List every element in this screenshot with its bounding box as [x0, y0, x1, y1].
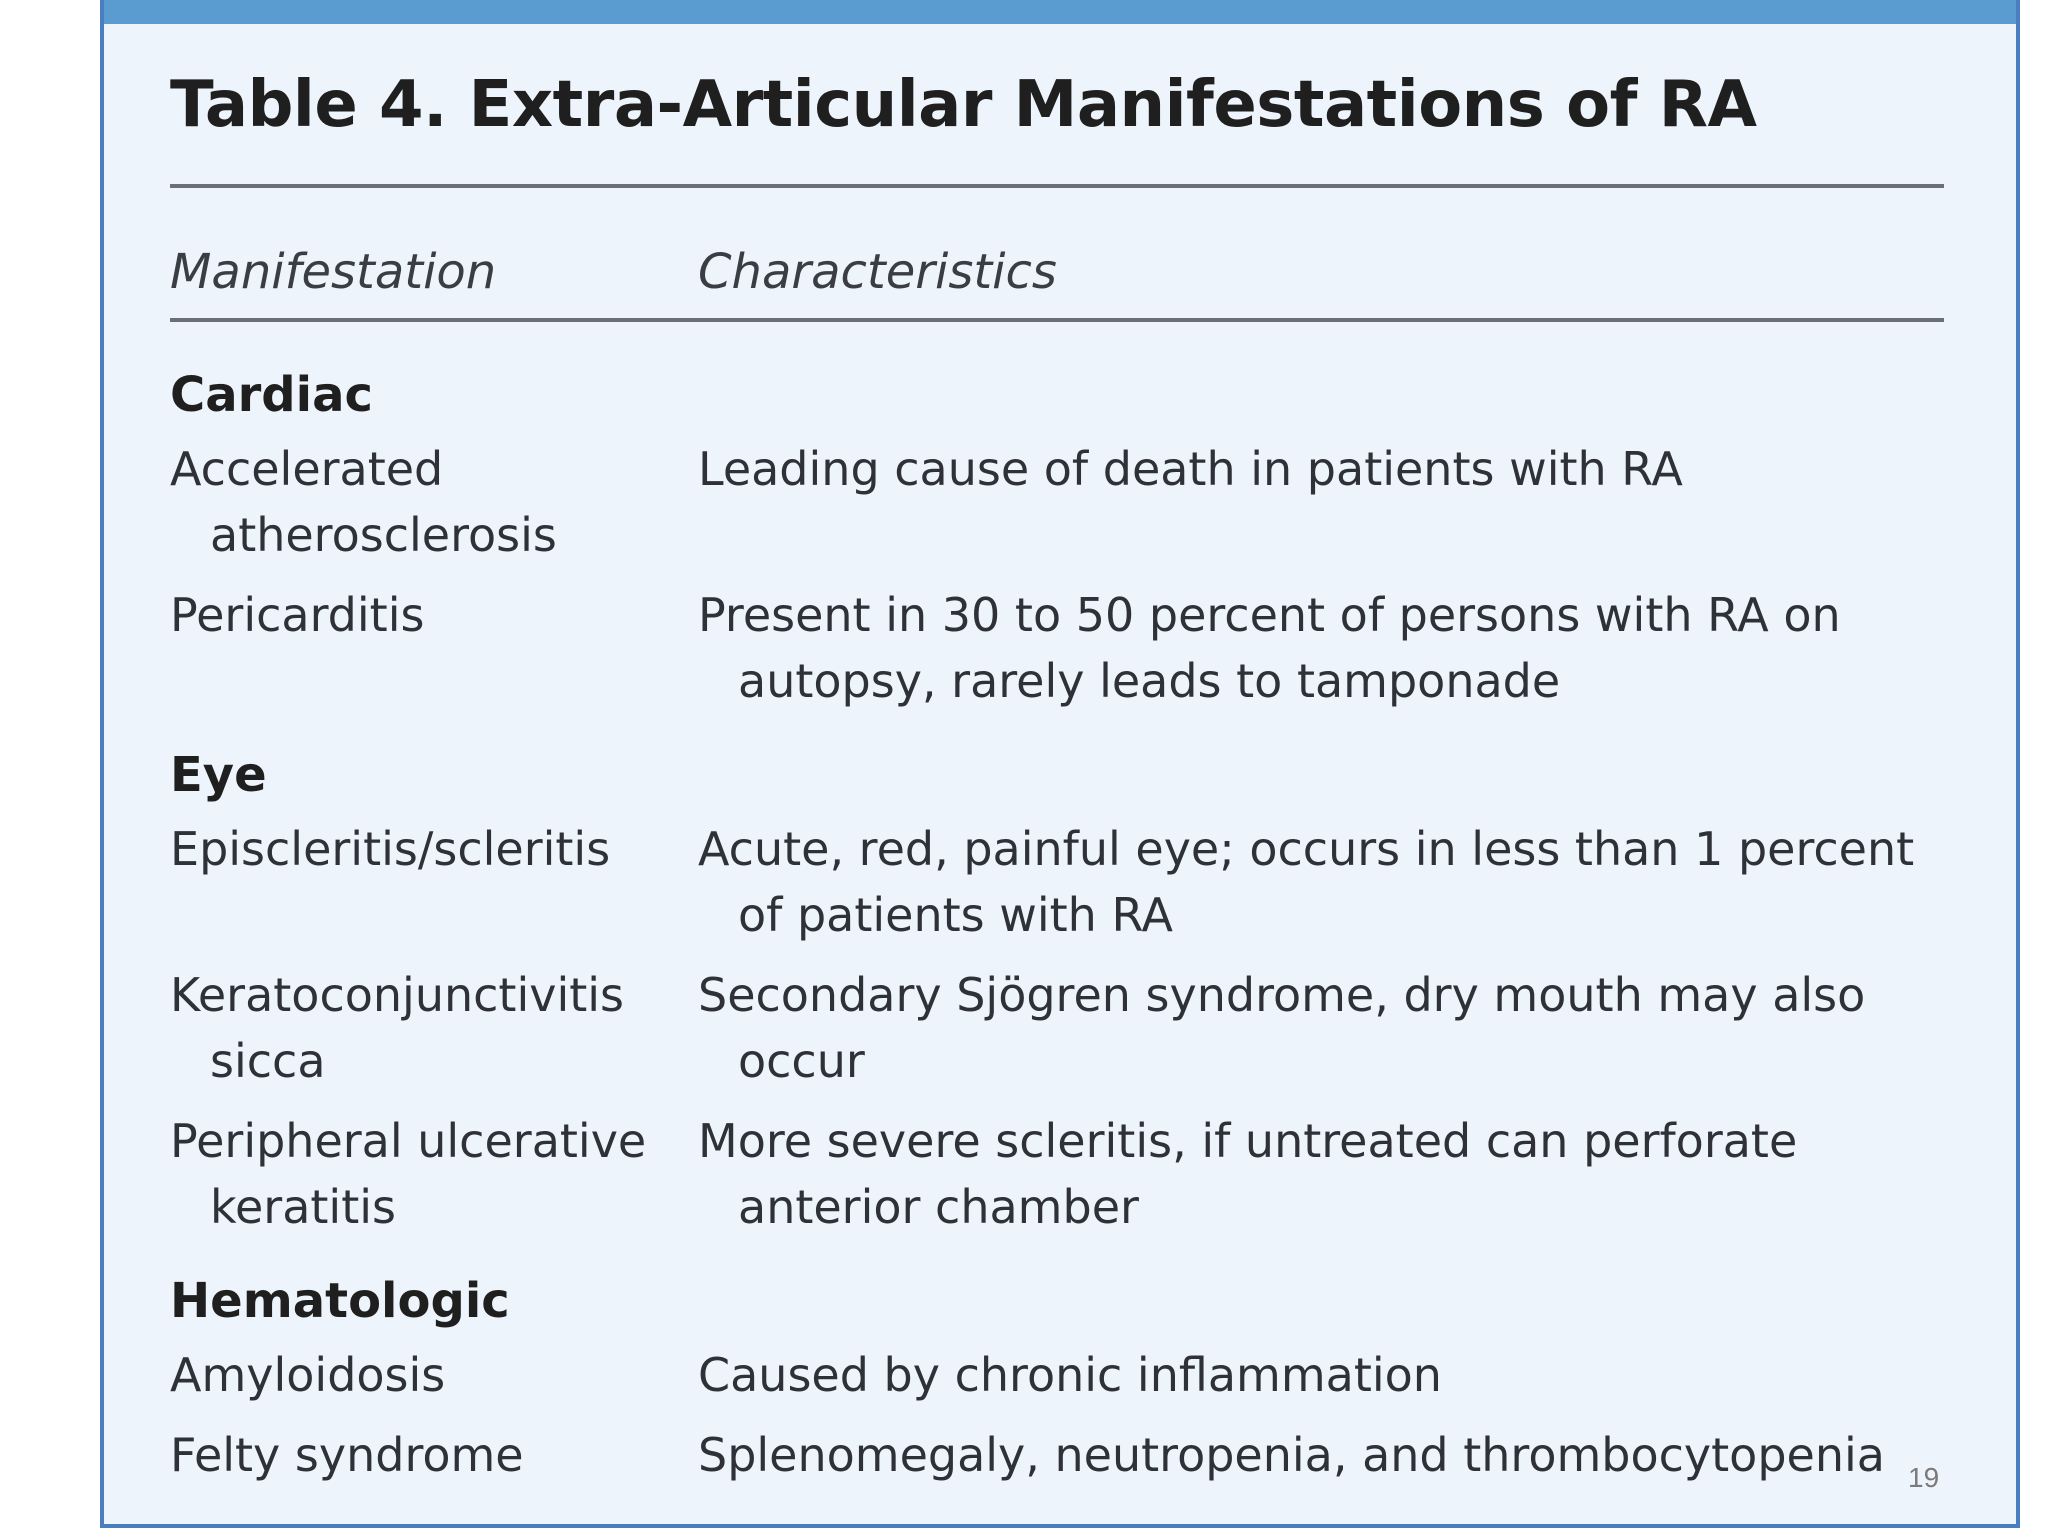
table-row [170, 436, 1944, 568]
section-heading-hematologic: Hematologic [170, 1273, 510, 1329]
manifestation-cell: Felty syndrome [170, 1428, 524, 1482]
manifestation-cell: Episcleritis/scleritis [170, 822, 611, 876]
table-row [170, 1108, 1944, 1240]
table-body [170, 362, 1944, 1502]
table-row [170, 816, 1944, 948]
characteristics-cell: Splenomegaly, neutropenia, and thrombocytopenia [698, 1428, 1885, 1482]
title-divider [170, 184, 1944, 188]
column-header-characteristics: Characteristics [698, 244, 1057, 300]
table-row [170, 582, 1944, 714]
characteristics-cell: Leading cause of death in patients with RA [698, 442, 1683, 496]
header-divider [170, 318, 1944, 322]
slide-frame [100, 0, 2020, 1528]
manifestation-cell: Pericarditis [170, 588, 425, 642]
table-row [170, 1422, 1944, 1488]
section-heading-eye: Eye [170, 747, 267, 803]
manifestation-cell: Keratoconjunctivitis sicca [170, 968, 625, 1088]
manifestation-cell: Peripheral ulcerative keratitis [170, 1114, 647, 1234]
table-row [170, 962, 1944, 1094]
top-accent-bar [104, 0, 2016, 24]
manifestation-cell: Accelerated atherosclerosis [170, 442, 557, 562]
manifestation-cell: Amyloidosis [170, 1348, 446, 1402]
characteristics-cell: Caused by chronic inflammation [698, 1348, 1442, 1402]
characteristics-cell: Acute, red, painful eye; occurs in less than 1 percent of patients with RA [698, 822, 1915, 942]
characteristics-cell: Present in 30 to 50 percent of persons with RA on autopsy, rarely leads to tamponade [698, 588, 1841, 708]
characteristics-cell: More severe scleritis, if untreated can perforate anterior chamber [698, 1114, 1798, 1234]
characteristics-cell: Secondary Sjögren syndrome, dry mouth may also occur [698, 968, 1866, 1088]
table-title: Table 4. Extra-Articular Manifestations of RA [170, 68, 1757, 142]
section-heading-cardiac: Cardiac [170, 367, 373, 423]
column-header-manifestation: Manifestation [170, 244, 497, 300]
page-number: 19 [1908, 1462, 1940, 1493]
table-row [170, 1342, 1944, 1408]
